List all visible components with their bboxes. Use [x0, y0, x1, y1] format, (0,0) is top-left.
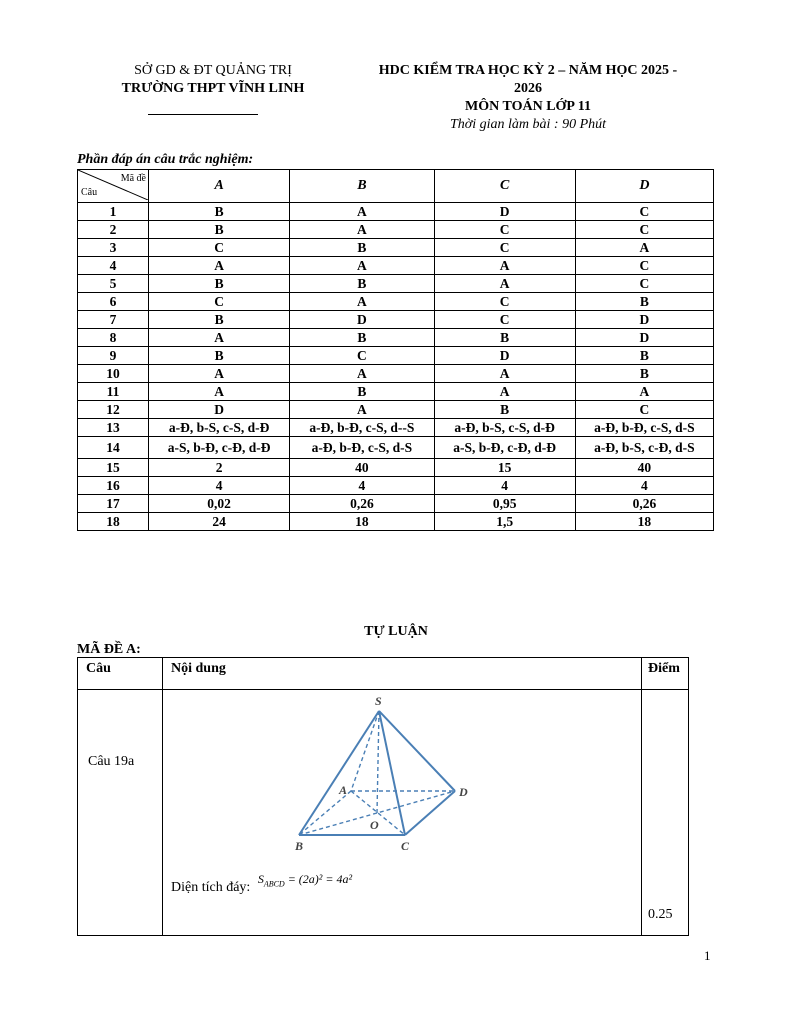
answer-cell: 0,95 — [434, 495, 575, 513]
table-row — [78, 495, 714, 513]
table-corner-cell — [78, 170, 149, 203]
table-row — [78, 365, 714, 383]
answer-cell: a-Đ, b-S, c-S, d-Đ — [434, 419, 575, 437]
question-number: 10 — [78, 365, 149, 383]
answer-cell: 0,26 — [575, 495, 713, 513]
answer-cell: B — [149, 221, 290, 239]
answer-cell: A — [149, 365, 290, 383]
question-number: 18 — [78, 513, 149, 531]
exam-year: 2026 — [514, 81, 542, 96]
answer-cell: A — [575, 383, 713, 401]
answer-cell: A — [290, 293, 434, 311]
answer-cell: A — [149, 329, 290, 347]
answer-cell: A — [290, 203, 434, 221]
table-row — [78, 477, 714, 495]
answer-cell: A — [434, 365, 575, 383]
answer-cell: 40 — [290, 459, 434, 477]
question-number: 9 — [78, 347, 149, 365]
column-header: B — [290, 170, 434, 203]
essay-question-label: Câu 19a — [88, 754, 135, 769]
base-area-line — [171, 872, 353, 896]
answer-cell: B — [575, 293, 713, 311]
essay-col-content: Nội dung — [163, 658, 642, 690]
answer-cell: C — [575, 221, 713, 239]
answer-cell: A — [575, 239, 713, 257]
answer-cell: a-Đ, b-S, c-S, d-Đ — [149, 419, 290, 437]
answer-cell: B — [290, 275, 434, 293]
answer-cell: B — [149, 275, 290, 293]
vertex-label-s: S — [375, 694, 382, 708]
pyramid-figure — [293, 693, 483, 855]
essay-col-score: Điểm — [642, 658, 689, 690]
answer-cell: D — [149, 401, 290, 419]
answer-cell: B — [149, 203, 290, 221]
answer-cell: a-Đ, b-S, c-Đ, d-S — [575, 437, 713, 459]
answer-cell: 0,02 — [149, 495, 290, 513]
answer-cell: A — [149, 383, 290, 401]
answer-cell: 0,26 — [290, 495, 434, 513]
answer-cell: a-Đ, b-Đ, c-S, d-S — [575, 419, 713, 437]
answer-cell: 4 — [149, 477, 290, 495]
answer-cell: B — [575, 347, 713, 365]
column-header: D — [575, 170, 713, 203]
table-row — [78, 329, 714, 347]
exam-header — [352, 62, 704, 134]
answer-cell: a-Đ, b-Đ, c-S, d--S — [290, 419, 434, 437]
answer-cell: B — [290, 329, 434, 347]
table-row — [78, 293, 714, 311]
answer-cell: C — [434, 239, 575, 257]
table-row — [78, 437, 714, 459]
answer-cell: C — [575, 401, 713, 419]
question-number: 15 — [78, 459, 149, 477]
answer-cell: B — [290, 239, 434, 257]
answer-cell: B — [575, 365, 713, 383]
answer-cell: 2 — [149, 459, 290, 477]
table-row — [78, 459, 714, 477]
essay-score-cell — [642, 690, 689, 936]
answer-cell: A — [290, 401, 434, 419]
school-name: TRƯỜNG THPT VĨNH LINH — [121, 81, 305, 96]
base-area-label: Diện tích đáy: — [171, 880, 251, 895]
answer-cell: A — [434, 275, 575, 293]
answer-cell: A — [290, 257, 434, 275]
answer-cell: A — [434, 257, 575, 275]
answer-cell: a-Đ, b-Đ, c-S, d-S — [290, 437, 434, 459]
question-number: 11 — [78, 383, 149, 401]
vertex-label-a: A — [339, 783, 348, 797]
exam-duration: Thời gian làm bài : 90 Phút — [449, 117, 607, 132]
answer-cell: 1,5 — [434, 513, 575, 531]
question-number: 4 — [78, 257, 149, 275]
answer-cell: B — [434, 401, 575, 419]
answer-cell: A — [434, 383, 575, 401]
answer-cell: C — [575, 275, 713, 293]
question-number: 12 — [78, 401, 149, 419]
table-row — [78, 383, 714, 401]
answer-cell: B — [434, 329, 575, 347]
answer-cell: a-S, b-Đ, c-Đ, d-Đ — [149, 437, 290, 459]
answer-cell: D — [290, 311, 434, 329]
answer-cell: 15 — [434, 459, 575, 477]
answer-table — [77, 169, 714, 531]
question-number: 7 — [78, 311, 149, 329]
header-divider — [148, 114, 258, 115]
exam-title: HDC KIỂM TRA HỌC KỲ 2 – NĂM HỌC 2025 - — [378, 63, 678, 78]
essay-col-question: Câu — [78, 658, 163, 690]
essay-score-value: 0.25 — [648, 907, 673, 922]
department-name: SỞ GD & ĐT QUẢNG TRỊ — [134, 63, 292, 78]
question-number: 2 — [78, 221, 149, 239]
exam-code-label: MÃ ĐỀ A: — [77, 642, 141, 657]
question-number: 17 — [78, 495, 149, 513]
answer-cell: a-S, b-Đ, c-Đ, d-Đ — [434, 437, 575, 459]
question-number: 3 — [78, 239, 149, 257]
column-header: A — [149, 170, 290, 203]
answer-cell: C — [575, 203, 713, 221]
answer-cell: 4 — [575, 477, 713, 495]
table-row — [78, 419, 714, 437]
answer-cell: D — [575, 329, 713, 347]
column-header: C — [434, 170, 575, 203]
table-row — [78, 239, 714, 257]
answer-cell: C — [434, 293, 575, 311]
vertex-label-b: B — [295, 839, 304, 853]
answer-cell: 18 — [575, 513, 713, 531]
table-row — [78, 275, 714, 293]
question-number: 1 — [78, 203, 149, 221]
corner-label-code: Mã đề — [120, 173, 146, 184]
answer-cell: C — [149, 293, 290, 311]
answer-cell: B — [149, 311, 290, 329]
question-number: 8 — [78, 329, 149, 347]
question-number: 14 — [78, 437, 149, 459]
page-number: 1 — [704, 948, 711, 963]
answer-cell: 40 — [575, 459, 713, 477]
subject-name: MÔN TOÁN LỚP 11 — [465, 99, 591, 114]
answer-cell: C — [149, 239, 290, 257]
answer-cell: 4 — [290, 477, 434, 495]
answer-cell: A — [290, 365, 434, 383]
question-number: 13 — [78, 419, 149, 437]
table-row — [78, 221, 714, 239]
answer-cell: A — [149, 257, 290, 275]
table-row — [78, 513, 714, 531]
answer-cell: 18 — [290, 513, 434, 531]
answer-cell: C — [290, 347, 434, 365]
answer-cell: A — [290, 221, 434, 239]
answer-cell: D — [434, 347, 575, 365]
vertex-label-d: D — [459, 785, 468, 799]
pyramid-solid-edges — [299, 711, 455, 835]
question-number: 6 — [78, 293, 149, 311]
table-row — [78, 347, 714, 365]
question-number: 16 — [78, 477, 149, 495]
essay-title: TỰ LUẬN — [364, 624, 428, 639]
table-row — [78, 203, 714, 221]
answer-cell: C — [434, 221, 575, 239]
answer-cell: 24 — [149, 513, 290, 531]
base-area-formula: $S_{ABCD} = (2a)^2 = 4a^2$ — [257, 872, 353, 889]
corner-label-question: Câu — [81, 187, 98, 198]
answer-cell: 4 — [434, 477, 575, 495]
vertex-label-o: O — [370, 818, 379, 832]
answer-section-title: Phần đáp án câu trắc nghiệm: — [77, 152, 254, 167]
answer-cell: B — [290, 383, 434, 401]
vertex-label-c: C — [401, 839, 410, 853]
table-row — [78, 311, 714, 329]
school-header — [88, 62, 338, 98]
table-row — [78, 401, 714, 419]
answer-cell: D — [434, 203, 575, 221]
question-number: 5 — [78, 275, 149, 293]
answer-cell: C — [575, 257, 713, 275]
answer-cell: C — [434, 311, 575, 329]
essay-question-cell — [78, 690, 163, 936]
answer-cell: D — [575, 311, 713, 329]
table-row — [78, 257, 714, 275]
pyramid-hidden-edges — [299, 711, 455, 835]
answer-cell: B — [149, 347, 290, 365]
